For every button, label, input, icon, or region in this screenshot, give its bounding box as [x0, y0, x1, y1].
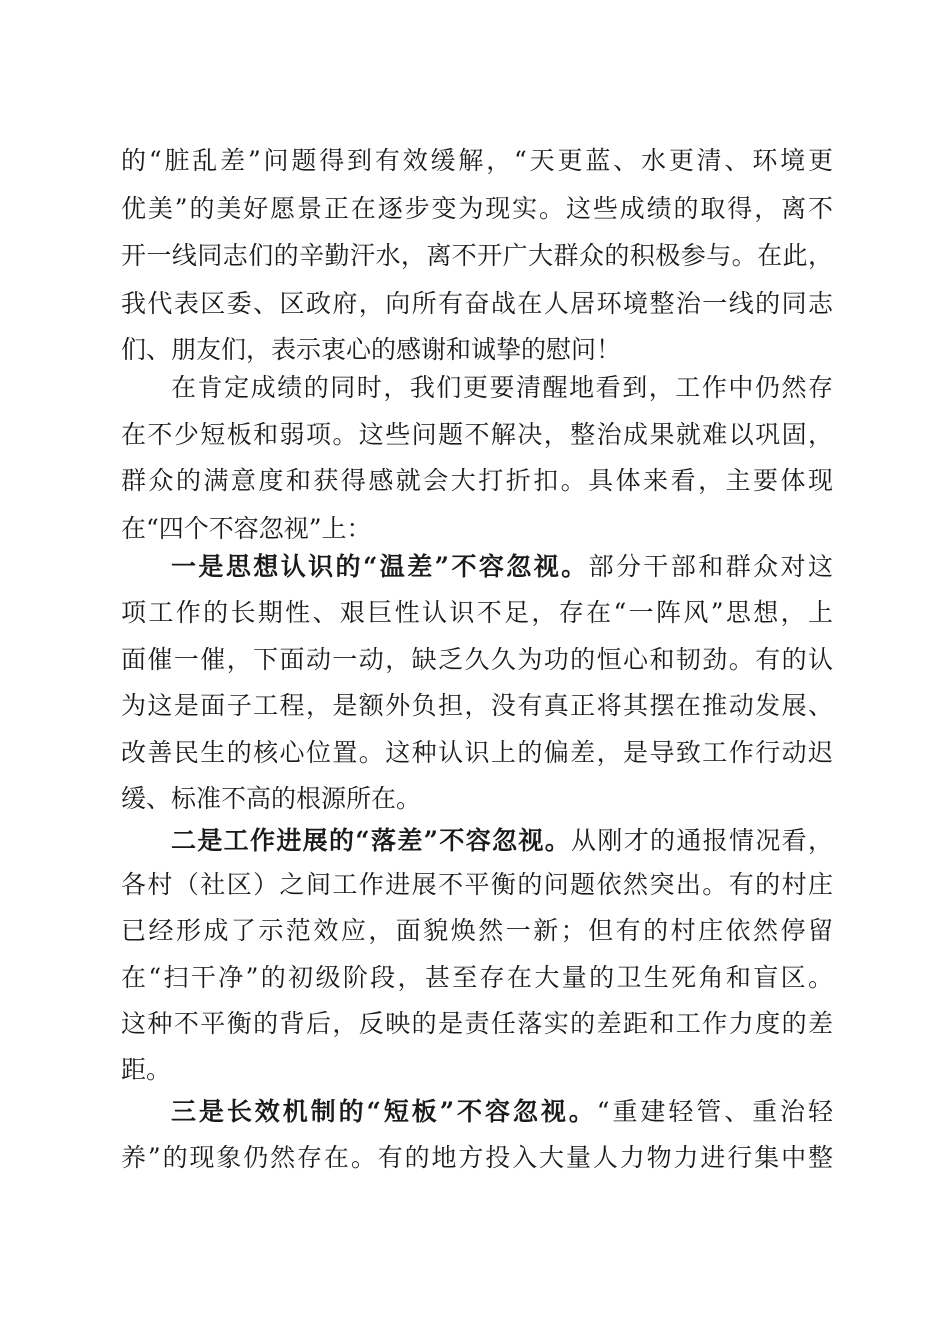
- paragraph-3-line-2: 项工作的长期性、艰巨性认识不足，存在“一阵风”思想，上: [121, 598, 833, 627]
- paragraph-5-lead: 三是长效机制的“短板”不容忽视。: [171, 1097, 597, 1126]
- paragraph-4-line-5: 这种不平衡的背后，反映的是责任落实的差距和工作力度的差: [121, 1009, 833, 1038]
- paragraph-2-line-3: 群众的满意度和获得感就会大打折扣。具体来看，主要体现: [121, 466, 833, 495]
- paragraph-3-lead: 一是思想认识的“温差”不容忽视。: [171, 552, 589, 581]
- paragraph-1-line-4: 我代表区委、区政府，向所有奋战在人居环境整治一线的同志: [121, 289, 833, 318]
- paragraph-2-line-1: 在肯定成绩的同时，我们更要清醒地看到，工作中仍然存: [171, 373, 833, 402]
- paragraph-5-first-rest: “重建轻管、重治轻: [596, 1097, 833, 1126]
- paragraph-1-line-5: 们、朋友们，表示衷心的感谢和诚挚的慰问！: [121, 335, 622, 364]
- paragraph-5-line-2: 养”的现象仍然存在。有的地方投入大量人力物力进行集中整: [121, 1143, 833, 1172]
- paragraph-4-lead: 二是工作进展的“落差”不容忽视。: [171, 826, 572, 855]
- paragraph-4-line-3: 已经形成了示范效应，面貌焕然一新；但有的村庄依然停留: [121, 916, 833, 945]
- paragraph-2-line-2: 在不少短板和弱项。这些问题不解决，整治成果就难以巩固，: [121, 420, 833, 449]
- paragraph-4-line-6: 距。: [121, 1055, 172, 1084]
- paragraph-4-first-rest: 从刚才的通报情况看，: [571, 826, 833, 855]
- paragraph-3-line-1: [171, 548, 833, 586]
- paragraph-3-line-3: 面催一催，下面动一动，缺乏久久为功的恒心和韧劲。有的认: [121, 645, 833, 674]
- paragraph-1-line-2: 优美”的美好愿景正在逐步变为现实。这些成绩的取得，离不: [121, 194, 833, 223]
- paragraph-5-line-1: [171, 1093, 833, 1131]
- paragraph-3-line-5: 改善民生的核心位置。这种认识上的偏差，是导致工作行动迟: [121, 738, 833, 767]
- paragraph-4-line-4: 在“扫干净”的初级阶段，甚至存在大量的卫生死角和盲区。: [121, 963, 833, 992]
- paragraph-3-first-rest: 部分干部和群众对这: [588, 552, 833, 581]
- paragraph-1-line-3: 开一线同志们的辛勤汗水，离不开广大群众的积极参与。在此，: [121, 241, 833, 270]
- paragraph-4-line-1: [171, 822, 833, 860]
- paragraph-4-line-2: 各村（社区）之间工作进展不平衡的问题依然突出。有的村庄: [121, 870, 833, 899]
- paragraph-2-line-4: 在“四个不容忽视”上：: [121, 514, 372, 543]
- paragraph-3-line-6: 缓、标准不高的根源所在。: [121, 784, 422, 813]
- paragraph-1-line-1: 的“脏乱差”问题得到有效缓解，“天更蓝、水更清、环境更: [121, 146, 833, 175]
- paragraph-3-line-4: 为这是面子工程，是额外负担，没有真正将其摆在推动发展、: [121, 691, 833, 720]
